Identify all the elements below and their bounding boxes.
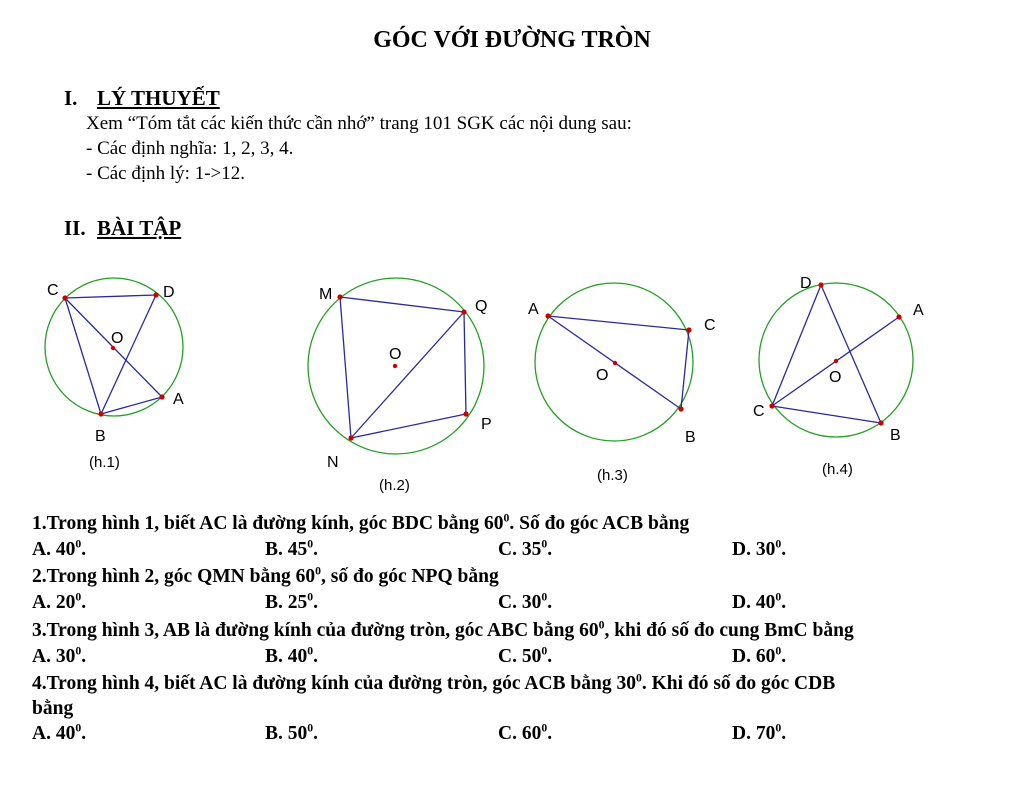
question-stem: 4.Trong hình 4, biết AC là đường kính của đường tròn, góc ACB bằng 30: [32, 673, 636, 694]
option-a[interactable]: [32, 646, 86, 668]
point-q: [461, 309, 466, 314]
option-text: C. 30: [498, 592, 542, 613]
option-a[interactable]: [32, 723, 86, 745]
option-text: C. 60: [498, 723, 542, 744]
degree-sup: 0: [75, 644, 82, 658]
section-name: BÀI TẬP: [97, 216, 182, 240]
label-m: M: [319, 286, 333, 303]
label-n: N: [327, 454, 339, 471]
degree-sup: 0: [775, 644, 782, 658]
question-4-line2: bằng: [32, 698, 74, 719]
option-text: A. 40: [32, 539, 76, 560]
label-c: C: [753, 403, 765, 420]
point-c: [769, 403, 774, 408]
option-tail: .: [81, 723, 87, 744]
degree-sup: 0: [75, 721, 82, 735]
option-c[interactable]: [498, 539, 552, 561]
degree-sup: 0: [315, 564, 322, 578]
option-tail: .: [313, 539, 318, 560]
segment-qp: [464, 312, 466, 414]
section-number: II.: [64, 216, 86, 240]
degree-sup: 0: [75, 537, 82, 551]
question-stem: 1.Trong hình 1, biết AC là đường kính, góc BDC bằng 60: [32, 513, 504, 534]
degree-sup: 0: [598, 618, 605, 632]
option-text: A. 30: [32, 646, 76, 667]
point-b: [98, 411, 103, 416]
degree-sup: 0: [775, 590, 782, 604]
segment-db: [821, 285, 881, 423]
option-b[interactable]: [265, 592, 318, 614]
theory-line: Xem “Tóm tắt các kiến thức cần nhớ” trang 101 SGK các nội dung sau:: [86, 113, 632, 134]
point-b: [878, 420, 883, 425]
segment-dc: [772, 285, 821, 406]
degree-sup: 0: [503, 511, 510, 525]
option-text: B. 45: [265, 539, 308, 560]
degree-sup: 0: [307, 590, 314, 604]
question-2: [32, 566, 499, 588]
label-b: B: [685, 429, 696, 446]
option-text: B. 25: [265, 592, 308, 613]
theory-line: - Các định lý: 1->12.: [86, 163, 245, 184]
label-a: A: [173, 391, 184, 408]
option-c[interactable]: [498, 646, 552, 668]
question-stem: 2.Trong hình 2, góc QMN bằng 60: [32, 566, 316, 587]
option-text: B. 50: [265, 723, 308, 744]
degree-sup: 0: [75, 590, 82, 604]
question-stem-tail: . Khi đó số đo góc CDB: [641, 673, 836, 694]
label-d: D: [163, 284, 175, 301]
point-d: [153, 292, 158, 297]
label-a: A: [913, 302, 924, 319]
option-tail: .: [781, 592, 787, 613]
label-c: C: [704, 317, 716, 334]
option-c[interactable]: [498, 723, 552, 745]
degree-sup: 0: [307, 537, 314, 551]
option-text: B. 40: [265, 646, 308, 667]
question-3: [32, 620, 854, 642]
point-o: [834, 359, 838, 363]
option-tail: .: [313, 646, 318, 667]
point-c: [686, 327, 691, 332]
label-c: C: [47, 282, 59, 299]
question-4: [32, 673, 835, 695]
caption-h3: (h.3): [597, 467, 628, 484]
option-tail: .: [313, 592, 318, 613]
option-tail: .: [547, 723, 553, 744]
question-stem-tail: , số đo góc NPQ bằng: [321, 566, 499, 587]
label-b: B: [890, 427, 901, 444]
segment-db: [101, 295, 156, 414]
segment-cd: [65, 295, 156, 298]
section-name: LÝ THUYẾT: [97, 86, 220, 110]
option-b[interactable]: [265, 646, 318, 668]
question-stem-tail: , khi đó số đo cung BmC bằng: [604, 620, 854, 641]
point-a: [896, 314, 901, 319]
option-tail: .: [81, 592, 87, 613]
degree-sup: 0: [541, 537, 548, 551]
point-o: [393, 364, 397, 368]
option-c[interactable]: [498, 592, 552, 614]
option-b[interactable]: [265, 723, 318, 745]
option-d[interactable]: [732, 592, 786, 614]
option-tail: .: [547, 592, 553, 613]
option-tail: .: [781, 539, 787, 560]
point-p: [463, 411, 468, 416]
option-d[interactable]: [732, 723, 786, 745]
degree-sup: 0: [775, 537, 782, 551]
point-a: [545, 313, 550, 318]
option-tail: .: [781, 646, 787, 667]
segment-pn: [351, 414, 466, 438]
point-a: [159, 394, 164, 399]
segment-cb: [65, 298, 101, 414]
label-o: O: [596, 367, 609, 384]
segment-mq: [340, 297, 464, 312]
degree-sup: 0: [541, 644, 548, 658]
degree-sup: 0: [307, 721, 314, 735]
segment-nm: [340, 297, 351, 438]
option-d[interactable]: [732, 646, 786, 668]
degree-sup: 0: [541, 590, 548, 604]
degree-sup: 0: [775, 721, 782, 735]
option-a[interactable]: [32, 592, 86, 614]
label-q: Q: [475, 298, 488, 315]
label-o: O: [829, 369, 842, 386]
section-number: I.: [64, 86, 78, 110]
point-m: [337, 294, 342, 299]
degree-sup: 0: [541, 721, 548, 735]
option-text: D. 40: [732, 592, 776, 613]
page-title: GÓC VỚI ĐƯỜNG TRÒN: [373, 27, 651, 53]
caption-h1: (h.1): [89, 454, 120, 471]
option-a[interactable]: [32, 539, 86, 561]
label-o: O: [111, 330, 124, 347]
degree-sup: 0: [307, 644, 314, 658]
caption-h2: (h.2): [379, 477, 410, 494]
question-1: [32, 513, 689, 535]
point-b: [678, 406, 683, 411]
point-c: [62, 295, 67, 300]
option-tail: .: [313, 723, 318, 744]
theory-line: - Các định nghĩa: 1, 2, 3, 4.: [86, 138, 294, 159]
label-a: A: [528, 301, 539, 318]
option-text: C. 35: [498, 539, 542, 560]
option-tail: .: [81, 539, 87, 560]
point-o: [613, 361, 617, 365]
label-o: O: [389, 346, 402, 363]
option-text: A. 40: [32, 723, 76, 744]
segment-ac: [548, 316, 689, 330]
degree-sup: 0: [635, 671, 642, 685]
option-text: D. 70: [732, 723, 776, 744]
caption-h4: (h.4): [822, 461, 853, 478]
option-text: C. 50: [498, 646, 542, 667]
label-p: P: [481, 416, 492, 433]
point-n: [348, 435, 353, 440]
option-tail: .: [547, 539, 553, 560]
option-tail: .: [781, 723, 787, 744]
label-b: B: [95, 428, 106, 445]
question-stem-tail: . Số đo góc ACB bằng: [509, 513, 690, 534]
option-d[interactable]: [732, 539, 786, 561]
option-tail: .: [547, 646, 553, 667]
question-stem: 3.Trong hình 3, AB là đường kính của đường tròn, góc ABC bằng 60: [32, 620, 599, 641]
option-text: D. 30: [732, 539, 776, 560]
point-d: [818, 282, 823, 287]
label-d: D: [800, 275, 812, 292]
option-text: A. 20: [32, 592, 76, 613]
option-b[interactable]: [265, 539, 318, 561]
segment-ba: [101, 397, 162, 414]
option-tail: .: [81, 646, 87, 667]
segment-qn: [351, 312, 464, 438]
option-text: D. 60: [732, 646, 776, 667]
